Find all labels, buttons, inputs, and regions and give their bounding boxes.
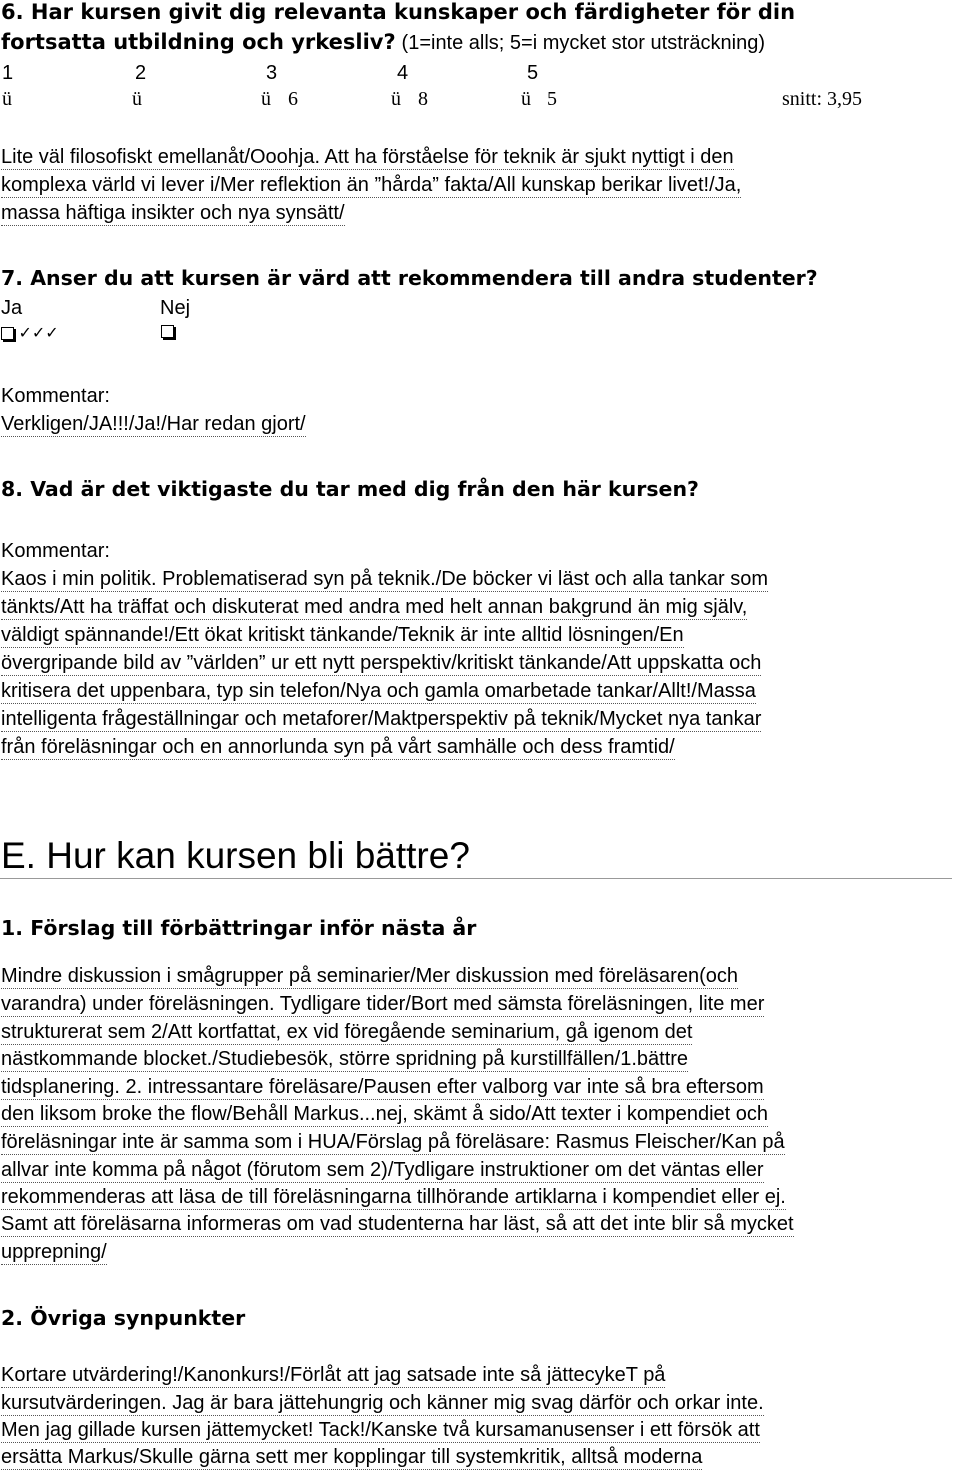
q6-scale-description: (1=inte alls; 5=i mycket stor utsträckning) xyxy=(401,32,766,54)
scale-mark-5: ü xyxy=(521,88,531,110)
q8-comment-line: kritisera det uppenbara, typ sin telefon/Nya och gamla omarbetade tankar/Allt!/Massa xyxy=(1,680,756,702)
q7-checkbox-yes xyxy=(1,323,59,343)
scale-label-3: 3 xyxy=(266,62,278,84)
e1-comment-line: tidsplanering. 2. intressantare föreläsare/Pausen efter valborg var inte så bra eftersom xyxy=(1,1076,764,1098)
q7-title: 7. Anser du att kursen är värd att rekommendera till andra studenter? xyxy=(1,266,818,290)
q6-comment-line: komplexa värld vi lever i/Mer reflektion än ”hårda” fakta/All kunskap berikar livet!/Ja, xyxy=(1,174,742,196)
scale-label-4: 4 xyxy=(397,62,409,84)
e2-comment-line: ersätta Markus/Skulle gärna sett mer kopplingar till systemkritik, alltså moderna xyxy=(1,1446,703,1468)
q8-comment-line: från föreläsningar och en annorlunda syn på vårt samhälle och dess framtid/ xyxy=(1,736,675,758)
q6-comment-line: Lite väl filosofiskt emellanåt/Ooohja. Att ha förståelse för teknik är sjukt nyttigt i den xyxy=(1,146,734,168)
e1-comment-line: strukturerat sem 2/Att kortfattat, ex vid föregående seminarium, gå igenom det xyxy=(1,1021,693,1043)
q8-comment-line: övergripande bild av ”världen” ur ett nytt perspektiv/kritiskt tänkande/Att uppskatta och xyxy=(1,652,762,674)
q8-comment-line: Kaos i min politik. Problematiserad syn på teknik./De böcker vi läst och alla tankar som xyxy=(1,568,769,590)
q6-title-bold: fortsatta utbildning och yrkesliv? xyxy=(1,30,396,54)
q7-option-yes-label: Ja xyxy=(1,297,23,319)
e1-comment-line: Mindre diskussion i smågrupper på seminarier/Mer diskussion med föreläsaren(och xyxy=(1,965,738,987)
q7-checkbox-no xyxy=(161,323,174,341)
e1-comment-line: föreläsningar inte är samma som i HUA/Förslag på föreläsare: Rasmus Fleischer/Kan på xyxy=(1,1131,785,1153)
q7-comment-label: Kommentar: xyxy=(1,385,110,407)
q6-title-line2 xyxy=(1,30,765,55)
scale-mark-1: ü xyxy=(2,88,12,110)
e1-title: 1. Förslag till förbättringar inför nästa år xyxy=(1,916,477,940)
e2-comment-line: kursutvärderingen. Jag är bara jättehungrig och känner mig svag därför och orkar inte. xyxy=(1,1392,764,1414)
q8-comment-label: Kommentar: xyxy=(1,540,110,562)
scale-label-2: 2 xyxy=(135,62,147,84)
e1-comment-line: allvar inte komma på något (förutom sem 2)/Tydligare instruktioner om det väntas eller xyxy=(1,1159,764,1181)
e1-comment-line: nästkommande blocket./Studiebesök, större spridning på kurstillfällen/1.bättre xyxy=(1,1048,689,1070)
q7-option-no-label: Nej xyxy=(160,297,191,319)
q6-title-line1: 6. Har kursen givit dig relevanta kunskaper och färdigheter för din xyxy=(1,0,796,24)
scale-count-4: 8 xyxy=(418,88,428,110)
e1-comment-line: varandra) under föreläsningen. Tydligare tider/Bort med sämsta föreläsningen, lite mer xyxy=(1,993,765,1015)
scale-count-5: 5 xyxy=(547,88,557,110)
e1-comment-line: upprepning/ xyxy=(1,1241,107,1263)
scale-label-1: 1 xyxy=(2,62,14,84)
scale-mark-4: ü xyxy=(391,88,401,110)
e1-comment-line: den liksom broke the flow/Behåll Markus...nej, skämt å sido/Att texter i kompendiet och xyxy=(1,1103,769,1125)
scale-mark-3: ü xyxy=(261,88,271,110)
scale-count-3: 6 xyxy=(288,88,298,110)
checkbox-yes-icon xyxy=(1,327,14,340)
e2-comment-line: Men jag gillade kursen jättemycket! Tack!/Kanske två kursamanusenser i ett försök att xyxy=(1,1419,760,1441)
section-e-title: E. Hur kan kursen bli bättre? xyxy=(1,835,470,876)
q6-average: snitt: 3,95 xyxy=(782,88,863,110)
q8-title: 8. Vad är det viktigaste du tar med dig från den här kursen? xyxy=(1,477,699,501)
checkbox-no-icon xyxy=(161,325,174,338)
e1-comment-line: Samt att föreläsarna informeras om vad studenterna har läst, så att det inte blir så mycket xyxy=(1,1213,794,1235)
q8-comment-line: väldigt spännande!/Ett ökat kritiskt tänkande/Teknik är inte alltid lösningen/En xyxy=(1,624,684,646)
q8-comment-line: tänkts/Att ha träffat och diskuterat med andra med helt annan bakgrund än mig själv, xyxy=(1,596,748,618)
q8-comment-line: intelligenta frågeställningar och metaforer/Maktperspektiv på teknik/Mycket nya tankar xyxy=(1,708,762,730)
q6-comment-line: massa häftiga insikter och nya synsätt/ xyxy=(1,202,345,224)
q7-yes-marks: ✓✓✓ xyxy=(18,325,59,342)
e1-comment-line: rekommenderas att läsa de till föreläsningarna tillhörande artiklarna i kompendiet eller ej. xyxy=(1,1186,786,1208)
q7-comment: Verkligen/JA!!!/Ja!/Har redan gjort/ xyxy=(1,413,306,435)
scale-label-5: 5 xyxy=(527,62,539,84)
e2-title: 2. Övriga synpunkter xyxy=(1,1306,246,1330)
e2-comment-line: Kortare utvärdering!/Kanonkurs!/Förlåt att jag satsade inte så jättecykeT på xyxy=(1,1364,666,1386)
scale-mark-2: ü xyxy=(132,88,142,110)
section-divider xyxy=(0,878,952,879)
